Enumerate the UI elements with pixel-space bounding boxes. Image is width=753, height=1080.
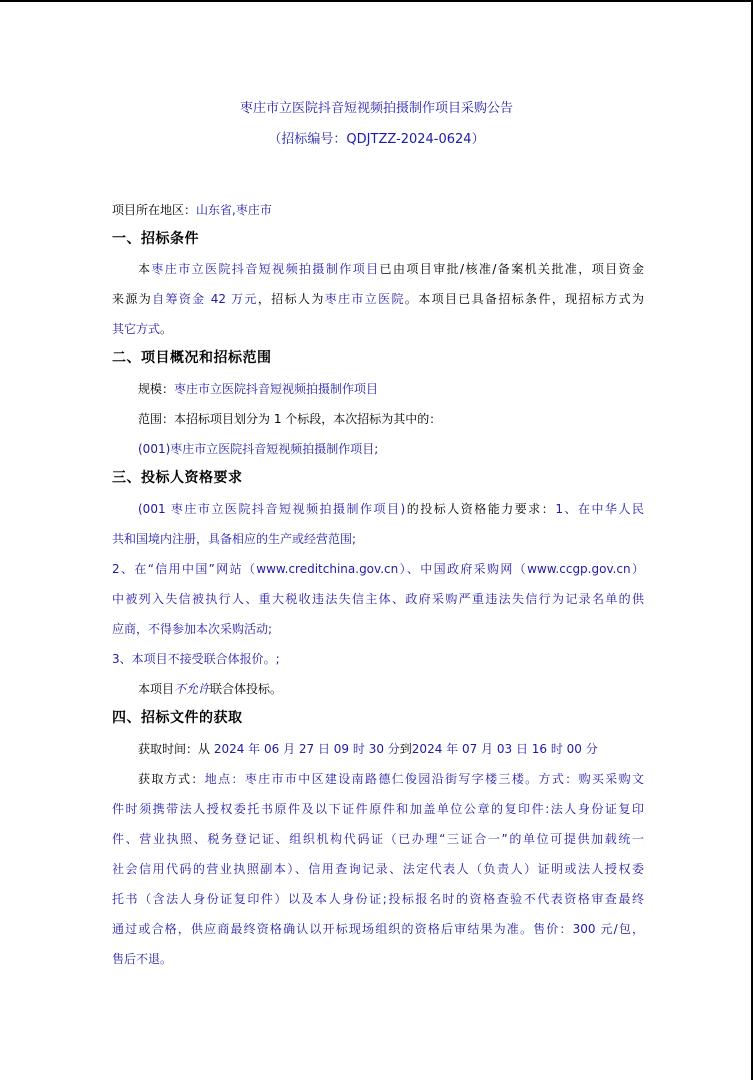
project-scale: 规模：枣庄市立医院抖音短视频拍摄制作项目 bbox=[138, 382, 379, 396]
project-location bbox=[112, 202, 644, 218]
project-scope: 范围：本招标项目划分为 1 个标段，本次招标为其中的： bbox=[138, 412, 442, 426]
s3-line-4: 中被列入失信被执行人、重大税收违法失信主体、政府采购严重违法失信行为记录名单的供 bbox=[112, 592, 644, 606]
s4-line-2: 件时须携带法人授权委托书原件及以下证件原件和加盖单位公章的复印件:法人身份证复印 bbox=[112, 802, 644, 816]
s4-line-1: 获取方式：地点：枣庄市市中区建设南路德仁俊园沿街写字楼三楼。方式：购买采购文 bbox=[138, 772, 644, 786]
s4-line-6: 通过或合格，供应商最终资格确认以开标现场组织的资格后审结果为准。售价：300 元/包， bbox=[112, 922, 644, 936]
section-heading-bidder-qualifications: 三、投标人资格要求 bbox=[112, 470, 243, 486]
page-title: 枣庄市立医院抖音短视频拍摄制作项目采购公告 bbox=[239, 101, 513, 116]
tender-method: 其它方式 bbox=[112, 322, 161, 336]
s3-line-6: 3、本项目不接受联合体报价。; bbox=[112, 652, 280, 666]
section-heading-project-overview: 二、项目概况和招标范围 bbox=[112, 350, 272, 366]
s3-line-1: (001 枣庄市立医院抖音短视频拍摄制作项目)的投标人资格能力要求：1、在中华人民 bbox=[138, 502, 644, 516]
consortium-statement: 本项目不允许联合体投标。 bbox=[138, 682, 283, 696]
location-value: 山东省,枣庄市 bbox=[196, 203, 272, 217]
end-time: 2024 年 07 月 03 日 16 时 00 分 bbox=[411, 742, 598, 756]
section-heading-document-acquisition: 四、招标文件的获取 bbox=[112, 710, 243, 726]
acquisition-time: 获取时间：从 2024 年 06 月 27 日 09 时 30 分到2024 年 07 月 03 日 16 时 00 分 bbox=[138, 742, 598, 756]
s4-line-3: 件、营业执照、税务登记证、组织机构代码证（已办理“三证合一”的单位可提供加载统一 bbox=[112, 832, 644, 846]
tenderer: 枣庄市立医院 bbox=[324, 292, 405, 306]
tender-number: （招标编号：QDJTZZ-2024-0624） bbox=[268, 132, 485, 147]
page-top-border bbox=[0, 0, 753, 2]
lot-item: (001)枣庄市立医院抖音短视频拍摄制作项目; bbox=[138, 442, 379, 456]
s3-line-5: 应商，不得参加本次采购活动; bbox=[112, 622, 273, 636]
s4-line-5: 托书（含法人身份证复印件）以及本人身份证;投标报名时的资格查验不代表资格审查最终 bbox=[112, 892, 644, 906]
s4-line-4: 社会信用代码的营业执照副本）、信用查询记录、法定代表人（负责人）证明或法人授权委 bbox=[112, 862, 644, 876]
s1-line-1: 本枣庄市立医院抖音短视频拍摄制作项目已由项目审批/核准/备案机关批准，项目资金 bbox=[138, 262, 644, 276]
section-heading-tender-conditions: 一、招标条件 bbox=[112, 231, 199, 247]
funding-source: 自筹资金 42 万元 bbox=[152, 292, 258, 306]
s4-line-7: 售后不退。 bbox=[112, 952, 173, 966]
consortium-not-allowed: 不允许 bbox=[174, 682, 211, 696]
start-time: 2024 年 06 月 27 日 09 时 30 分 bbox=[213, 742, 400, 756]
location-label: 项目所在地区： bbox=[112, 203, 197, 217]
s1-line-2: 来源为自筹资金 42 万元，招标人为枣庄市立医院。本项目已具备招标条件，现招标方式为 bbox=[112, 292, 644, 306]
project-name: 枣庄市立医院抖音短视频拍摄制作项目 bbox=[151, 262, 380, 276]
s3-line-2: 共和国境内注册，具备相应的生产或经营范围; bbox=[112, 532, 357, 546]
s3-line-3: 2、在“信用中国”网站（www.creditchina.gov.cn）、中国政府采购网（www.ccgp.gov.cn） bbox=[112, 562, 644, 576]
s1-line-3: 其它方式。 bbox=[112, 322, 173, 336]
